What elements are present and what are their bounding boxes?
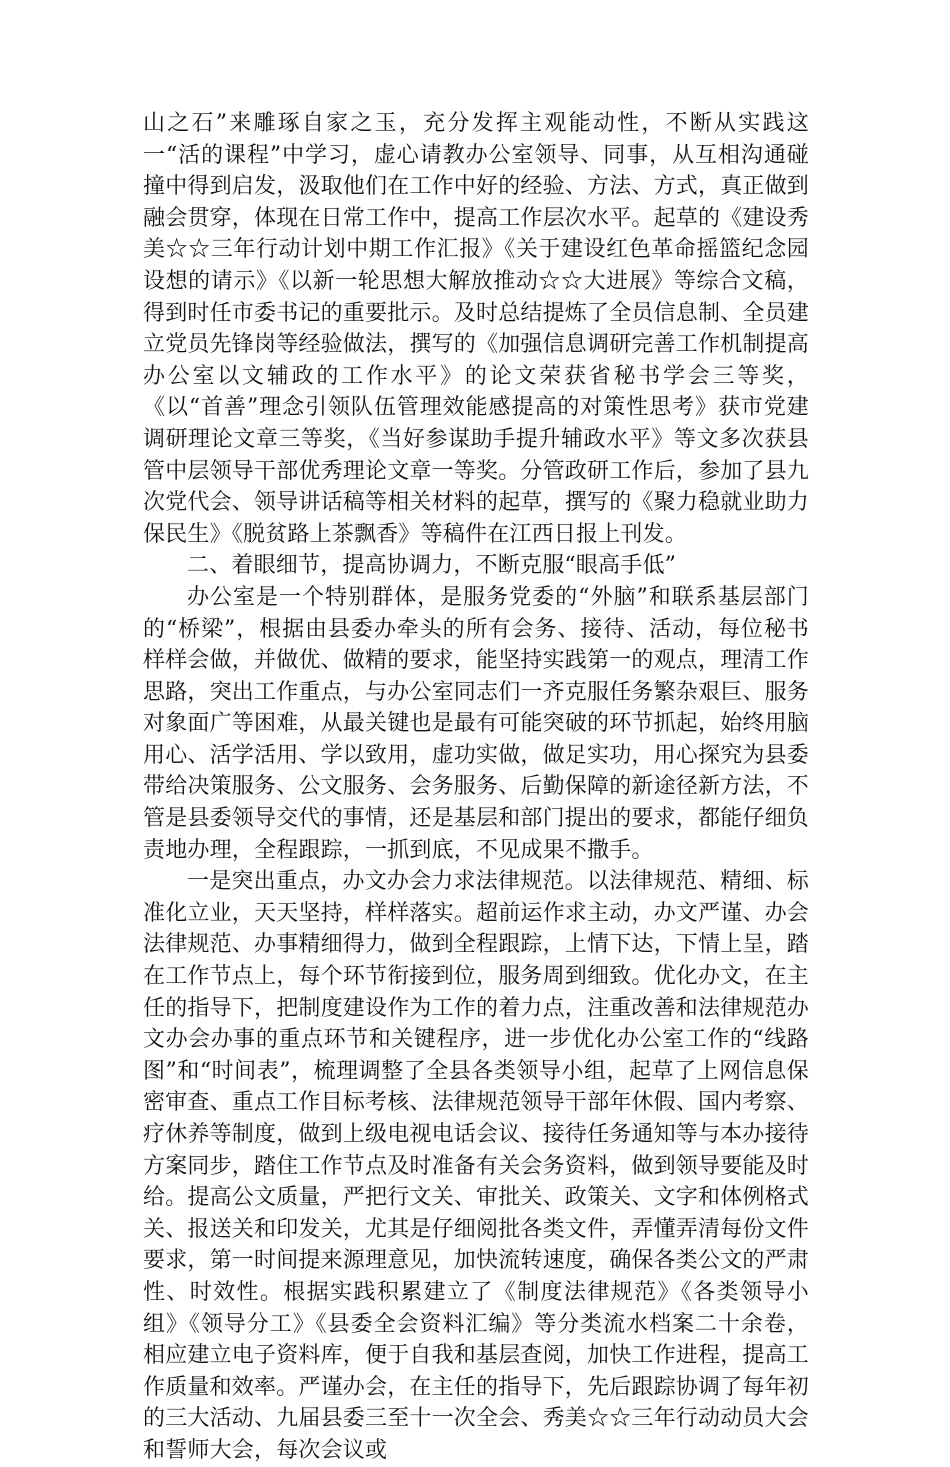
paragraph-office-role: 办公室是一个特别群体，是服务党委的“外脑”和联系基层部门的“桥梁”，根据由县委办牵头的所有会务、接待、活动，每位秘书样样会做，并做优、做精的要求，能坚持实践第一的观点，理清工作思路，突出工作重点，与办公室同志们一齐克服任务繁杂艰巨、服务对象面广等困难，从最关键也是最有可能突破的环节抓起，始终用脑用心、活学活用、学以致用，虚功实做，做足实功，用心探究为县委带给决策服务、公文服务、会务服务、后勤保障的新途径新方法，不管是县委领导交代的事情，还是基层和部门提出的要求，都能仔细负责地办理，全程跟踪，一抓到底，不见成果不撒手。	[143, 584, 810, 863]
paragraph-intro-continued: 山之石”来雕琢自家之玉，充分发挥主观能动性，不断从实践这一“活的课程”中学习，虚心请教办公室领导、同事，从互相沟通碰撞中得到启发，汲取他们在工作中好的经验、方法、方式，真正做到融会贯穿，体现在日常工作中，提高工作层次水平。起草的《建设秀美☆☆三年行动计划中期工作汇报》《关于建设红色革命摇篮纪念园设想的请示》《以新一轮思想大解放推动☆☆大进展》等综合文稿，得到时任市委书记的重要批示。及时总结提炼了全员信息制、全员建立党员先锋岗等经验做法，撰写的《加强信息调研完善工作机制提高办公室以文辅政的工作水平》的论文荣获省秘书学会三等奖，《以“首善”理念引领队伍管理效能感提高的对策性思考》获市党建调研理论文章三等奖，《当好参谋助手提升辅政水平》等文多次获县管中层领导干部优秀理论文章一等奖。分管政研工作后，参加了县九次党代会、领导讲话稿等相关材料的起草，撰写的《聚力稳就业助力保民生》《脱贫路上茶飘香》等稿件在江西日报上刊发。	[143, 111, 810, 547]
paragraph-highlight-key-points: 一是突出重点，办文办会力求法律规范。以法律规范、精细、标准化立业，天天坚持，样样落实。超前运作求主动，办文严谨、办会法律规范、办事精细得力，做到全程跟踪，上情下达，下情上呈，踏在工作节点上，每个环节衔接到位，服务周到细致。优化办文，在主任的指导下，把制度建设作为工作的着力点，注重改善和法律规范办文办会办事的重点环节和关键程序，进一步优化办公室工作的“线路图”和“时间表”，梳理调整了全县各类领导小组，起草了上网信息保密审查、重点工作目标考核、法律规范领导干部年休假、国内考察、疗休养等制度，做到上级电视电话会议、接待任务通知等与本办接待方案同步，踏住工作节点及时准备有关会务资料，做到领导要能及时给。提高公文质量，严把行文关、审批关、政策关、文字和体例格式关、报送关和印发关，尤其是仔细阅批各类文件，弄懂弄清每份文件要求，第一时间提来源理意见，加快流转速度，确保各类公文的严肃性、时效性。根据实践积累建立了《制度法律规范》《各类领导小组》《领导分工》《县委全会资料汇编》等分类流水档案二十余卷，相应建立电子资料库，便于自我和基层查阅，加快工作进程，提高工作质量和效率。严谨办会，在主任的指导下，先后跟踪协调了每年初的三大活动、九届县委三至十一次全会、秀美☆☆三年行动动员大会和誓师大会，每次会议或	[143, 869, 810, 1463]
section-heading-two: 二、着眼细节，提高协调力，不断克服“眼高手低”	[187, 553, 677, 579]
document-page	[143, 108, 809, 1467]
